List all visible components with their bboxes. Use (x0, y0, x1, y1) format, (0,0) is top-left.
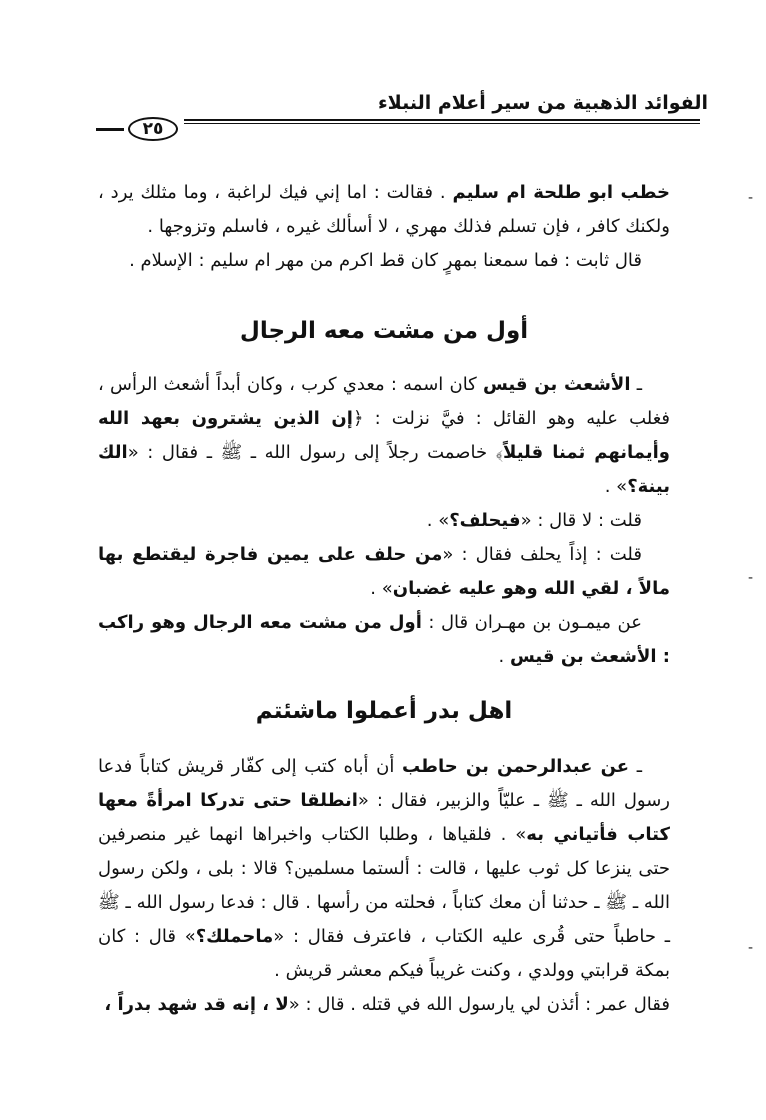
bold-text: أول من مشت معه الرجال وهو راكب : الأشعث بن قيس (98, 612, 670, 667)
page-number: ٢٥ (128, 117, 178, 141)
quran-verse: إن الذين يشترون بعهد الله وأيمانهم ثمنا قليلاً (98, 408, 670, 463)
margin-mark: - (748, 190, 754, 206)
bold-text: خطب ابو طلحة ام سليم (452, 182, 670, 203)
text: ـ (629, 756, 642, 777)
paragraph (98, 504, 670, 538)
paragraph (98, 244, 670, 278)
header-rule-thin (96, 123, 700, 124)
section-heading: أول من مشت معه الرجال (239, 318, 529, 344)
ornament-dash (96, 128, 124, 131)
text: فقال عمر : أئذن لي يارسول الله في قتله . قال : « (288, 994, 670, 1015)
text: أن أباه كتب إلى كفّار قريش كتاباً فدعا رسول الله ـ ﷺ ـ عليّاً والزبير، فقال : « (98, 756, 670, 811)
text: ـ (630, 374, 642, 395)
hadith-quote: انطلقا حتى تدركا امرأةً معها كتاب فأتياني به (98, 790, 670, 845)
text: كان اسمه : معدي كرب ، وكان أبداً أشعث الرأس ، فغلب عليه وهو القائل : فيَّ نزلت : ﴿ (98, 374, 671, 429)
section-body (98, 368, 670, 674)
paragraph (98, 368, 670, 504)
paragraph (98, 538, 670, 606)
text: . فقالت : اما إني فيك لراغبة ، وما مثلك يرد ، ولكنك كافر ، فإن تسلم فذلك مهري ، لا أسألك غيره ، فاسلم وتزوجها . (98, 182, 670, 237)
section-heading: اهل بدر أعملوا ماشئتم (255, 698, 513, 724)
text: » . فلقياها ، وطلبا الكتاب واخبراها انهما غير منصرفين حتى ينزعا كل ثوب عليها ، قالت : ألستما مسلمين؟ قالا : بلى ، ولكن رسول الله ـ ﷺ ـ حدثنا أن معك كتاباً ، فحلته من رأسها . قال : فدعا رسول الله ـ ﷺ ـ حاطباً حتى قُرى عليه الكتاب ، فاعترف فقال : « (98, 824, 670, 947)
text: قلت : إذاً يحلف فقال : « (442, 544, 642, 565)
intro-block (98, 176, 670, 278)
section-body (98, 750, 670, 1022)
hadith-quote: الك بينة؟ (98, 442, 670, 497)
header-rule (96, 119, 700, 121)
text: » . (604, 476, 628, 497)
paragraph (98, 988, 670, 1022)
hadith-quote: من حلف على يمين فاجرة ليقتطع بها مالاً ، لقي الله وهو عليه غضبان (98, 544, 670, 599)
paragraph (98, 176, 670, 244)
text: ﴾ خاصمت رجلاً إلى رسول الله ـ ﷺ ـ فقال : « (127, 442, 504, 463)
text: » . (370, 578, 393, 599)
page-number-ornament (96, 116, 184, 142)
text: قلت : لا قال : « (520, 510, 642, 531)
hadith-quote: فيحلف؟ (449, 510, 521, 531)
margin-mark: - (748, 940, 754, 956)
text: عن ميمـون بن مهـران قال : (421, 612, 642, 633)
paragraph (98, 750, 670, 988)
text: . (498, 646, 510, 667)
paragraph (98, 606, 670, 674)
running-head-title: الفوائد الذهبية من سير أعلام النبلاء (377, 92, 708, 114)
text: » قال : كان بمكة قرابتي وولدي ، وكنت غريباً فيكم معشر قريش . (98, 926, 670, 981)
bold-text: عن عبدالرحمن بن حاطب (401, 756, 630, 777)
margin-mark: - (748, 570, 754, 586)
bold-text: الأشعث بن قيس (482, 374, 631, 395)
text: » . (426, 510, 450, 531)
hadith-quote: ماحملك؟ (195, 926, 274, 947)
hadith-quote: لا ، إنه قد شهد بدراً ، (104, 994, 289, 1015)
text: قال ثابت : فما سمعنا بمهرٍ كان قط اكرم من مهر ام سليم : الإسلام . (129, 250, 642, 271)
